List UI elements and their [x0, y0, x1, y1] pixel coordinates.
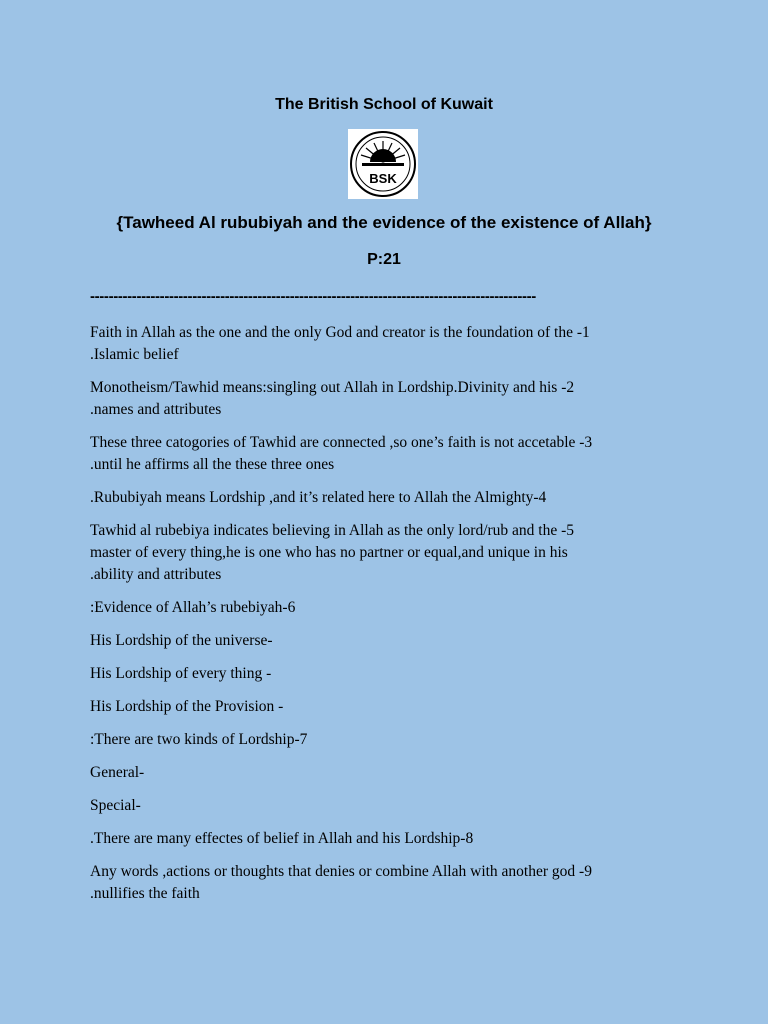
point-3: These three catogories of Tawhid are connected ,so one’s faith is not accetable -3 .until he affirms all the these three ones — [90, 434, 593, 473]
point-6: :Evidence of Allah’s rubebiyah-6 — [90, 599, 296, 616]
point-9: Any words ,actions or thoughts that denies or combine Allah with another god -9 .nullifies the faith — [90, 863, 592, 902]
point-6-item-universe: His Lordship of the universe- — [90, 632, 273, 649]
point-7-item-special: Special- — [90, 797, 141, 814]
divider-line: ------------------------------------------------------------------------------------------------ — [90, 288, 536, 305]
point-8: .There are many effectes of belief in Allah and his Lordship-8 — [90, 830, 474, 847]
point-7: :There are two kinds of Lordship-7 — [90, 731, 308, 748]
bsk-emblem-icon — [348, 129, 418, 199]
point-6-item-provision: His Lordship of the Provision - — [90, 698, 284, 715]
document-title: {Tawheed Al rububiyah and the evidence of the existence of Allah} — [116, 213, 652, 232]
point-4: .Rububiyah means Lordship ,and it’s related here to Allah the Almighty-4 — [90, 489, 547, 506]
school-name: The British School of Kuwait — [275, 96, 493, 113]
point-2: Monotheism/Tawhid means:singling out Allah in Lordship.Divinity and his -2 .names and attributes — [90, 379, 575, 418]
point-7-item-general: General- — [90, 764, 145, 781]
points-list — [90, 322, 670, 916]
school-logo — [348, 129, 418, 199]
point-5: Tawhid al rubebiya indicates believing in Allah as the only lord/rub and the -5 master of every thing,he is one who has no partner or equal,and unique in his .ability and attributes — [90, 522, 575, 583]
logo-text: BSK — [369, 171, 397, 186]
point-6-item-every-thing: His Lordship of every thing - — [90, 665, 272, 682]
point-1: Faith in Allah as the one and the only God and creator is the foundation of the -1 .Islamic belief — [90, 324, 590, 363]
page-reference: P:21 — [367, 251, 401, 268]
